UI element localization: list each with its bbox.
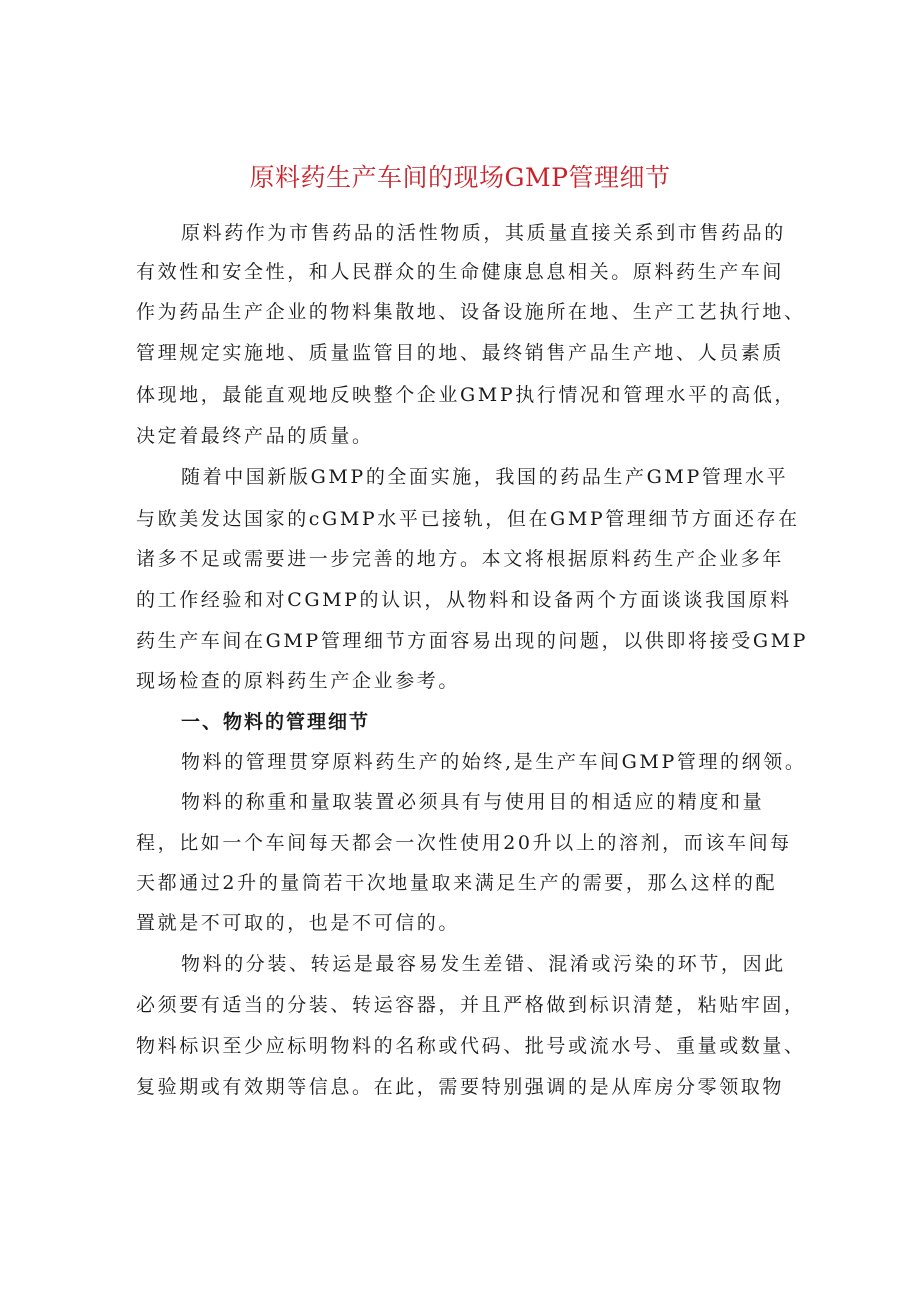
paragraph-line: 程，比如一个车间每天都会一次性使用20升以上的溶剂，而该车间每 xyxy=(136,832,792,854)
paragraph-line: 诸多不足或需要进一步完善的地方。本文将根据原料药生产企业多年 xyxy=(136,548,785,570)
paragraph-line: 置就是不可取的，也是不可信的。 xyxy=(136,912,461,934)
paragraph-line: 药生产车间在GMP管理细节方面容易出现的问题，以供即将接受GMP xyxy=(136,630,809,652)
document-title: 原料药生产车间的现场GMP管理细节 xyxy=(249,163,671,192)
paragraph-line: 必须要有适当的分装、转运容器，并且严格做到标识清楚，粘贴牢固， xyxy=(136,994,806,1016)
paragraph-line: 复验期或有效期等信息。在此，需要特别强调的是从库房分零领取物 xyxy=(136,1076,785,1098)
section-heading: 一、物料的管理细节 xyxy=(181,711,371,733)
paragraph-line: 体现地，最能直观地反映整个企业GMP执行情况和管理水平的高低， xyxy=(136,384,797,406)
paragraph-line: 物料标识至少应标明物料的名称或代码、批号或流水号、重量或数量、 xyxy=(136,1035,806,1057)
paragraph-line: 天都通过2升的量筒若干次地量取来满足生产的需要，那么这样的配 xyxy=(136,872,778,894)
paragraph-line: 现场检查的原料药生产企业参考。 xyxy=(136,670,461,692)
paragraph-line: 原料药作为市售药品的活性物质，其质量直接关系到市售药品的 xyxy=(181,222,786,244)
paragraph-line: 决定着最终产品的质量。 xyxy=(136,425,374,447)
paragraph-line: 作为药品生产企业的物料集散地、设备设施所在地、生产工艺执行地、 xyxy=(136,301,806,323)
paragraph-line: 有效性和安全性，和人民群众的生命健康息息相关。原料药生产车间 xyxy=(136,261,785,283)
paragraph-line: 物料的称重和量取装置必须具有与使用目的相适应的精度和量 xyxy=(181,791,765,813)
paragraph-line: 物料的管理贯穿原料药生产的始终,是生产车间GMP管理的纲领。 xyxy=(181,751,807,773)
paragraph-line: 物料的分装、转运是最容易发生差错、混淆或污染的环节，因此 xyxy=(181,953,786,975)
paragraph-line: 随着中国新版GMP的全面实施，我国的药品生产GMP管理水平 xyxy=(181,466,789,488)
paragraph-line: 管理规定实施地、质量监管目的地、最终销售产品生产地、人员素质 xyxy=(136,342,785,364)
paragraph-line: 与欧美发达国家的cGMP水平已接轨，但在GMP管理细节方面还存在 xyxy=(136,508,800,530)
paragraph-line: 的工作经验和对CGMP的认识，从物料和设备两个方面谈谈我国原料 xyxy=(136,589,792,611)
